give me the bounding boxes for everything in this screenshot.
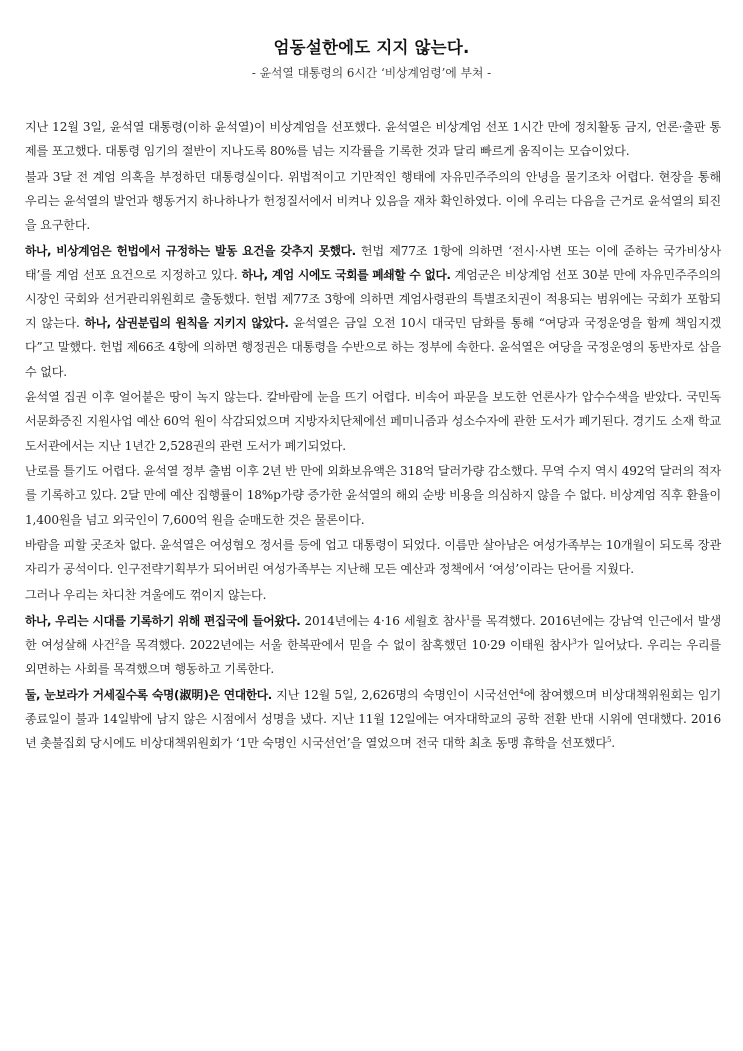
paragraph-text: 2014년에는 4·16 세월호 참사 (300, 613, 466, 628)
paragraph-solidarity (25, 683, 721, 755)
bold-heading: 둘, 눈보라가 거세질수록 숙명(淑明)은 연대한다. (25, 687, 272, 702)
paragraph-demand (25, 165, 721, 237)
document-title: 엄동설한에도 지지 않는다. (273, 38, 470, 57)
bold-heading: 하나, 계엄 시에도 국회를 폐쇄할 수 없다. (241, 267, 451, 282)
paragraph-text: . (611, 735, 615, 750)
paragraph-text: 를 목격했다. 2016년에는 강남역 인근에서 발생한 여성살해 사건 (25, 613, 721, 652)
paragraph-resolve (25, 583, 721, 607)
paragraph-legal-grounds (25, 239, 721, 384)
paragraph-gender-policy (25, 533, 721, 581)
paragraph-declaration (25, 115, 721, 163)
footnote-marker: 2 (114, 637, 120, 646)
paragraph-text: 헌법 제77조 1항에 의하면 ‘전시·사변 또는 이에 준하는 국가비상사태’를 계엄 선포 요건으로 지정하고 있다. (25, 243, 721, 282)
paragraph-press-freedom (25, 385, 721, 457)
paragraph-text: 계엄군은 비상계엄 선포 30분 만에 자유민주주의의 시장인 국회와 선거관리위원회로 출동했다. 헌법 제77조 3항에 의하면 계엄사령관의 특별조치권이 적용되는 범위에는 국회가 포함되지 않는다. (25, 267, 722, 331)
paragraph-text: 지난 12월 5일, 2,626명의 숙명인이 시국선언 (271, 687, 520, 702)
paragraph-text: 을 목격했다. 2022년에는 서울 한복판에서 믿을 수 없이 참혹했던 10·29 이태원 참사 (119, 637, 573, 652)
paragraph-text: 지난 12월 3일, 윤석열 대통령(이하 윤석열)이 비상계엄을 선포했다. 윤석열은 비상계엄 선포 1시간 만에 정치활동 금지, 언론·출판 통제를 포고했다. 대통령 임기의 절반이 지나도록 80%를 넘는 지각률을 기록한 것과 달리 빠르게 움직이는 모습이었다. (25, 120, 721, 159)
footnote-marker: 3 (572, 637, 577, 646)
paragraph-text: 바람을 피할 곳조차 없다. 윤석열은 여성혐오 정서를 등에 업고 대통령이 되었다. 이름만 살아남은 여성가족부는 10개월이 되도록 장관 자리가 공석이다. 인구전략기획부가 되어버린 여성가족부는 지난해 모든 예산과 정책에서 ‘여성’이라는 단어를 지웠다. (25, 538, 721, 577)
paragraph-text: 윤석열은 금일 오전 10시 대국민 담화를 통해 “여당과 국정운영을 함께 책임지겠다”고 말했다. 헌법 제66조 4항에 의하면 행정권은 대통령을 수반으로 하는 정부에 속한다. 윤석열은 여당을 국정운영의 동반자로 삼을 수 없다. (25, 316, 721, 379)
paragraph-text: 그러나 우리는 차디찬 겨울에도 꺾이지 않는다. (25, 587, 267, 602)
footnote-marker: 5 (606, 735, 612, 744)
bold-heading: 하나, 비상계엄은 헌법에서 규정하는 발동 요건을 갖추지 못했다. (25, 243, 356, 258)
document-body (25, 115, 721, 757)
paragraph-text: 불과 3달 전 계엄 의혹을 부정하던 대통령실이다. 위법적이고 기만적인 행태에 자유민주주의의 안녕을 물기조차 어렵다. 현장을 통해 우리는 윤석열의 발언과 행동거지 하나하나가 헌정질서에서 비켜나 있음을 재차 확인하였다. 이에 우리는 다음을 근거로 윤석열의 퇴진을 요구한다. (25, 169, 721, 233)
paragraph-text: 윤석열 집권 이후 얼어붙은 땅이 녹지 않는다. 칼바람에 눈을 뜨기 어렵다. 비속어 파문을 보도한 언론사가 압수수색을 받았다. 국민독서문화증진 지원사업 예산 60억 원이 삭감되었으며 지방자치단체에선 페미니즘과 성소수자에 관한 도서가 폐기된다. 경기도 소재 학교 도서관에서는 지난 1년간 2,528권의 관련 도서가 폐기되었다. (25, 390, 721, 453)
paragraph-text: 에 참여했으며 비상대책위원회는 임기 종료일이 불과 14일밖에 남지 않은 시점에서 성명을 냈다. 지난 11월 12일에는 여자대학교의 공학 전환 반대 시위에 연대했다. 2016년 촛불집회 당시에도 비상대책위원회가 ‘1만 숙명인 시국선언’을 열었으며 전국 대학 최초 동맹 휴학을 선포했다 (25, 687, 721, 750)
document-subtitle: - 윤석열 대통령의 6시간 ‘비상계엄령’에 부쳐 - (251, 66, 492, 80)
bold-heading: 하나, 삼권분립의 원칙을 지키지 않았다. (84, 316, 289, 331)
paragraph-economy (25, 459, 721, 531)
paragraph-text: 가 일어났다. 우리는 우리를 외면하는 사회를 목격했으며 행동하고 기록한다. (25, 637, 722, 676)
paragraph-record (25, 609, 721, 681)
paragraph-text: 난로를 틀기도 어렵다. 윤석열 정부 출범 이후 2년 반 만에 외화보유액은 318억 달러가량 감소했다. 무역 수지 역시 492억 달러의 적자를 기록하고 있다. 2달 만에 예산 집행률이 18%p가량 증가한 윤석열의 해외 순방 비용을 의심하지 않을 수 없다. 비상계엄 직후 환율이 1,400원을 넘고 외국인이 7,600억 원을 순매도한 것은 물론이다. (25, 464, 721, 527)
bold-heading: 하나, 우리는 시대를 기록하기 위해 편집국에 들어왔다. (25, 613, 301, 628)
footnote-marker: 4 (519, 687, 524, 696)
footnote-marker: 1 (465, 613, 471, 622)
